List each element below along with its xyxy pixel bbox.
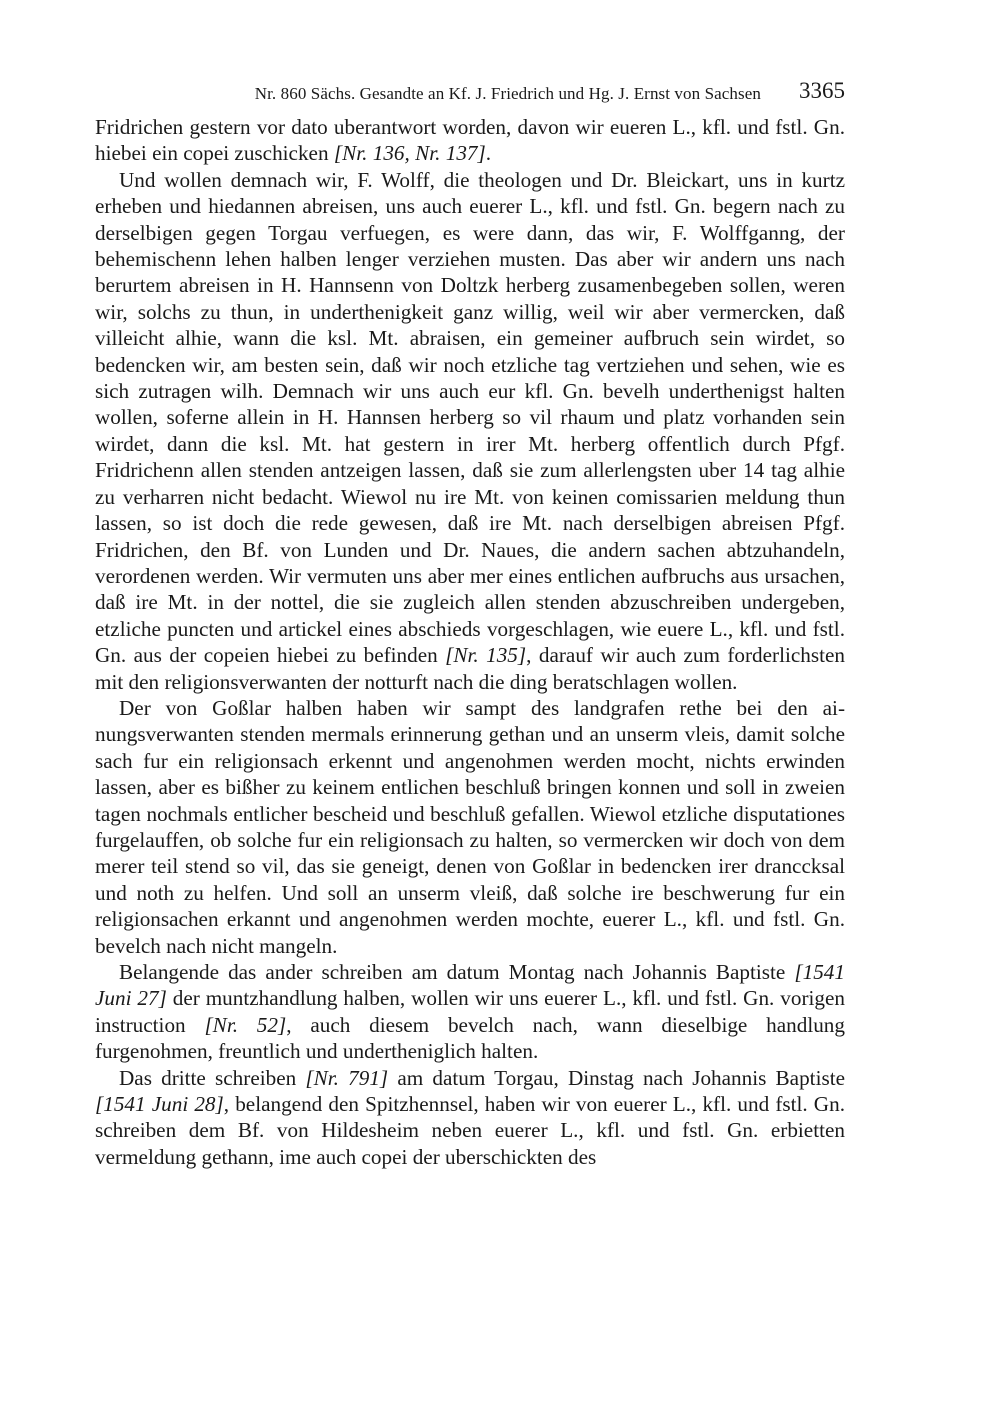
text-run: Und wollen demnach wir, F. Wolff, die theologen und Dr. Bleickart, uns in kurtz erheben und hiedannen abreisen, uns auch euerer L., kfl. und fstl. Gn. begern nach zu derselbigen gegen Torgau verfuegen, es were dann, das wir, F. Wolffganng, der behemischenn lehen halben lenger verziehen musten. Das aber wir andern uns nach berurtem abreisen in H. Hannsenn von Doltzk herberg zusamenbegeben sollen, weren wir, solchs zu thun, in underthenigkeit ganz willig, weil wir aber vermercken, daß villeicht alhie, wann die ksl. Mt. abraisen, ein gemeiner aufbruch sein wirdet, so bedencken wir, am besten sein, daß wir noch etzliche tag vertziehen und sehen, wie es sich zutragen wilh. Demnach wir uns auch eur kfl. Gn. bevelh underthenigst halten wollen, soferne allein in H. Hannsen herberg so vil rhaum und platz vorhanden sein wirdet, dann die ksl. Mt. hat gestern in irer Mt. herberg offentlich durch Pfgf. Fridrichenn allen stenden antzeigen lassen, daß sie zum allerlengsten uber 14 tag alhie zu verharren nicht bedacht. Wiewol nu ire Mt. von keinen comissarien meldung thun lassen, so ist doch die rede gewesen, daß ire Mt. nach derselbigen abreisen Pfgf. Fridrichen, den Bf. von Lunden und Dr. Naues, die andern sachen abtzuhandeln, verordenen werden. Wir vermuten uns aber mer eines entlichen aufbruchs aus ursachen, daß ire Mt. in der nottel, die sie zugleich allen stenden abzuschreiben undergeben, etzliche puncten und artickel eines abschieds vorgeschlagen, wie euere L., kfl. und fstl. Gn. aus der copeien hiebei zu befinden [95,167,845,668]
paragraph [95,695,845,959]
document-page [95,78,845,1170]
paragraph [95,167,845,695]
text-run: , belangend den Spitzhennsel, haben wir von euerer L., kfl. und fstl. Gn. schreiben dem Bf. von Hildesheim neben euerer L., kfl. und fstl. Gn. erbietten vermeldung gethann, ime auch copei der uberschickten des [95,1092,845,1169]
paragraph [95,114,845,167]
editorial-reference: [Nr. 791] [305,1065,389,1090]
text-run: Belangende das ander schreiben am datum Montag nach Johannis Baptiste [119,960,795,984]
paragraph [95,1065,845,1171]
editorial-reference: [1541 Juni 28] [95,1092,224,1117]
text-run: , darauf wir auch zum forderlichsten mit den religionsverwanten der notturft nach die ding beratschlagen wollen. [95,643,845,694]
text-run: . [485,141,492,166]
editorial-reference: [Nr. 136, Nr. 137] [333,141,486,166]
text-run: , auch diesem bevelch nach, wann dieselbige handlung furgenohmen, freuntlich und undertheniglich halten. [95,1012,845,1064]
editorial-reference: [1541 Juni 27] [95,960,845,1011]
text-run: der muntzhandlung halben, wollen wir uns euerer L., kfl. und fstl. Gn. vorigen instruction [95,986,845,1037]
page-number: 3365 [799,78,845,103]
text-run: am datum Torgau, Dinstag nach Johannis Baptiste [388,1065,845,1090]
editorial-reference: [Nr. 52] [204,1012,287,1037]
text-run: Der von Goßlar halben haben wir sampt des landgrafen rethe bei den ainungsverwanten stenden mermals erinnerung gethan und an unserm vleis, damit solche sach fur ein religionsach erkennt und angenohmen werden mocht, nichts erwinden lassen, aber es bißher zu keinem entlichen beschluß bringen konnen und soll in zweien tagen nochmals entlicher bescheid und beschluß gefallen. Wiewol etzliche disputationes furgelauffen, ob solche fur ein religionsach zu halten, so vermercken wir doch von dem merer teil stend so vil, das sie geneigt, denen von Goßlar in bedencken irer dranccksal und noth zu helfen. Und soll an unserm vleiß, daß solche ire beschwerung fur ein religionsachen erkannt und angenohmen werden mochte, euerer L., kfl. und fstl. Gn. bevelch nach nicht mangeln. [95,695,845,958]
page-header [95,78,845,110]
paragraph [95,959,845,1065]
body-text [95,114,845,1170]
text-run: Das dritte schreiben [119,1065,306,1090]
running-title: Nr. 860 Sächs. Gesandte an Kf. J. Friedrich und Hg. J. Ernst von Sachsen [254,84,761,103]
text-run: Fridrichen gestern vor dato uberantwort worden, davon wir eueren L., kfl. und fstl. Gn. hiebei ein copei zuschicken [95,115,845,166]
editorial-reference: [Nr. 135] [445,643,527,668]
